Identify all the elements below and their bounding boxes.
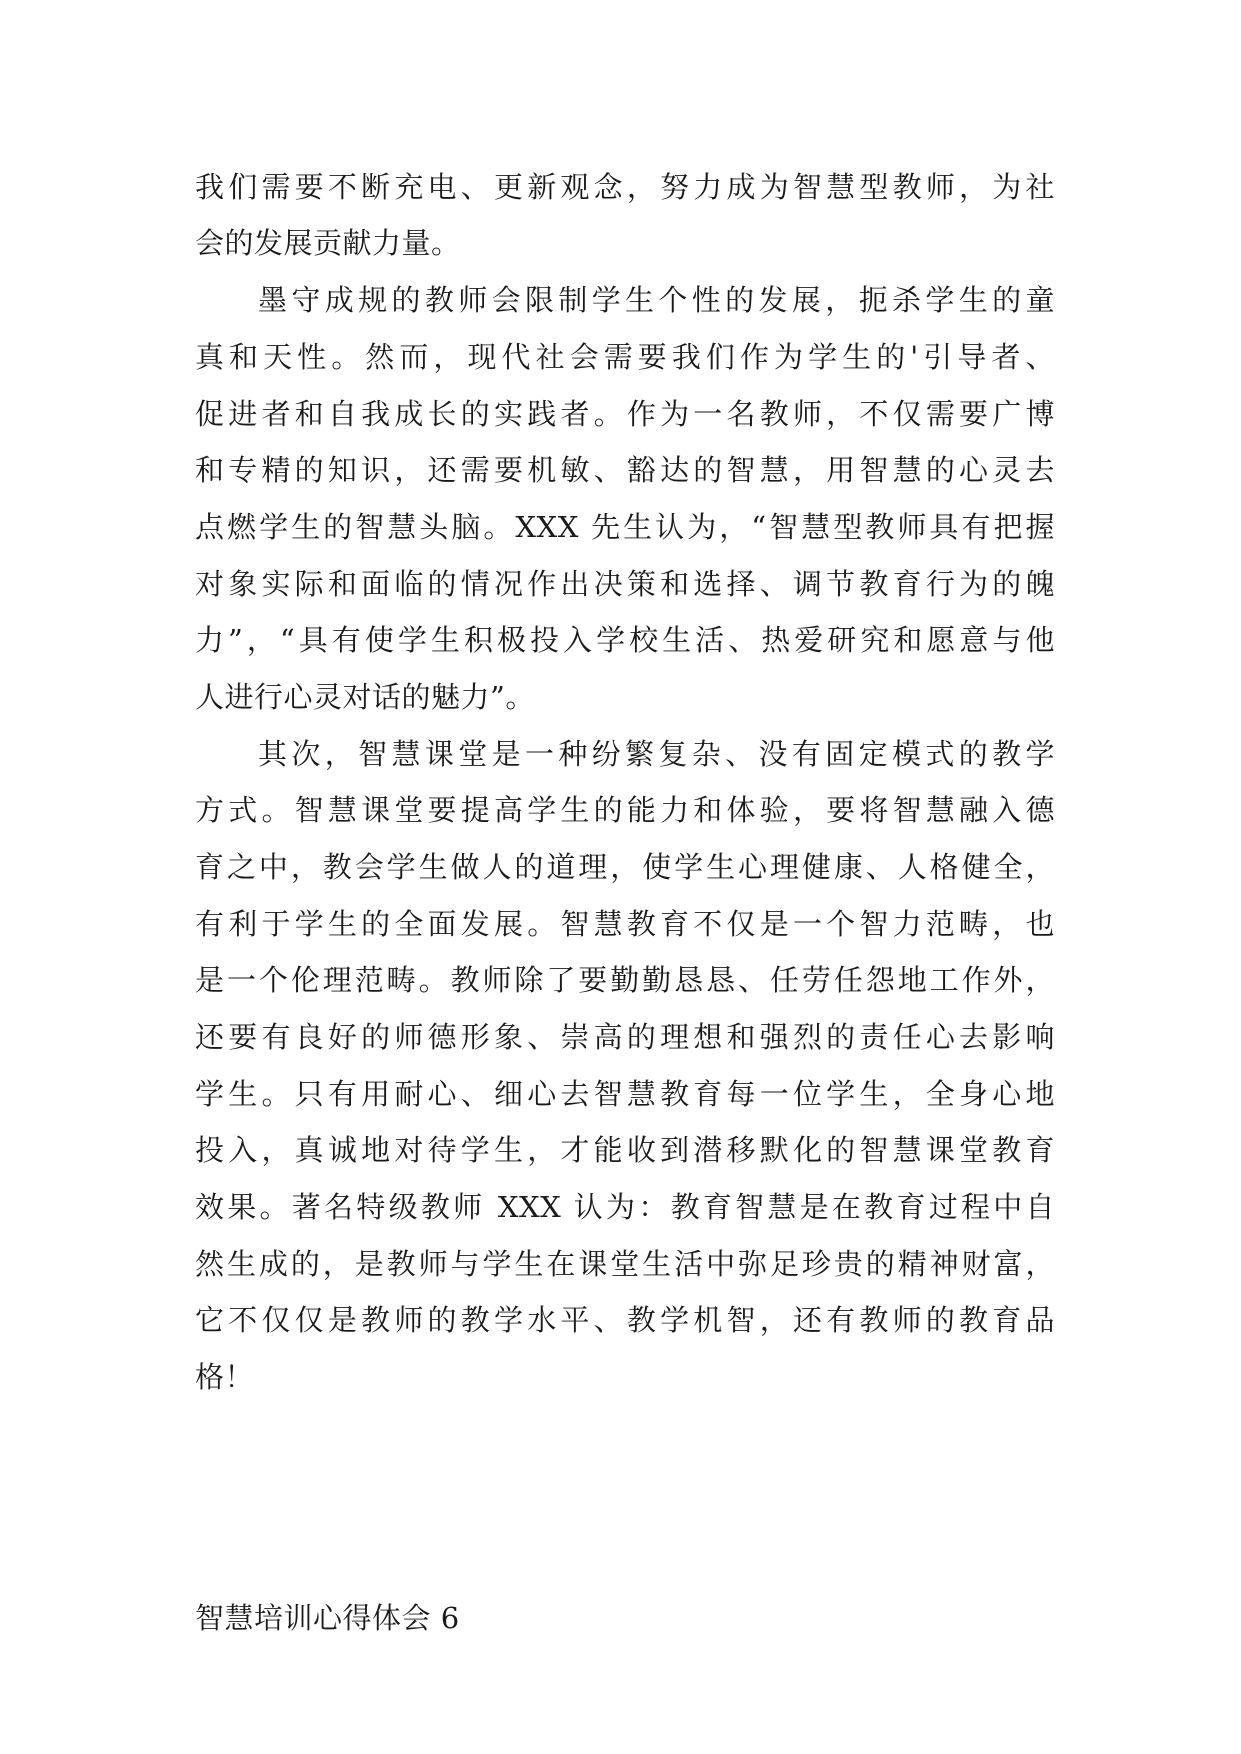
paragraph-2-line-8: 人进行心灵对话的魅力”。 — [195, 680, 535, 714]
paragraph-3-line-11: 它不仅仅是教师的教学水平、教学机智，还有教师的教育品 — [195, 1303, 1055, 1337]
paragraph-3-line-12: 格！ — [195, 1360, 255, 1394]
paragraph-3-line-8: 投入，真诚地对待学生，才能收到潜移默化的智慧课堂教育 — [195, 1133, 1055, 1167]
paragraph-2-line-2: 真和天性。然而，现代社会需要我们作为学生的'引导者、 — [195, 340, 1055, 374]
paragraph-2-line-6: 对象实际和面临的情况作出决策和选择、调节教育行为的魄 — [195, 567, 1055, 601]
paragraph-2-line-5: 点燃学生的智慧头脑。XXX 先生认为，“智慧型教师具有把握 — [195, 510, 1055, 544]
paragraph-2-line-4: 和专精的知识，还需要机敏、豁达的智慧，用智慧的心灵去 — [195, 453, 1055, 487]
paragraph-2-line-3: 促进者和自我成长的实践者。作为一名教师，不仅需要广博 — [195, 397, 1055, 431]
paragraph-3-line-3: 育之中，教会学生做人的道理，使学生心理健康、人格健全， — [195, 850, 1055, 884]
paragraph-3-line-5: 是一个伦理范畴。教师除了要勤勤恳恳、任劳任怨地工作外， — [195, 963, 1055, 997]
paragraph-3-line-7: 学生。只有用耐心、细心去智慧教育每一位学生，全身心地 — [195, 1077, 1055, 1111]
paragraph-3-line-6: 还要有良好的师德形象、崇高的理想和强烈的责任心去影响 — [195, 1020, 1055, 1054]
paragraph-3-line-10: 然生成的，是教师与学生在课堂生活中弥足珍贵的精神财富， — [195, 1247, 1055, 1281]
paragraph-3-line-4: 有利于学生的全面发展。智慧教育不仅是一个智力范畴，也 — [195, 907, 1055, 941]
paragraph-2-line-1: 墨守成规的教师会限制学生个性的发展，扼杀学生的童 — [258, 283, 1055, 317]
paragraph-1-line-1: 我们需要不断充电、更新观念，努力成为智慧型教师，为社 — [195, 170, 1055, 204]
paragraph-3-line-9: 效果。著名特级教师 XXX 认为：教育智慧是在教育过程中自 — [195, 1190, 1055, 1224]
paragraph-1-line-2: 会的发展贡献力量。 — [195, 226, 461, 260]
paragraph-3-line-1: 其次，智慧课堂是一种纷繁复杂、没有固定模式的教学 — [258, 737, 1055, 771]
section-heading: 智慧培训心得体会 6 — [195, 1601, 460, 1635]
paragraph-2-line-7: 力”，“具有使学生积极投入学校生活、热爱研究和愿意与他 — [195, 623, 1055, 657]
paragraph-3-line-2: 方式。智慧课堂要提高学生的能力和体验，要将智慧融入德 — [195, 793, 1055, 827]
